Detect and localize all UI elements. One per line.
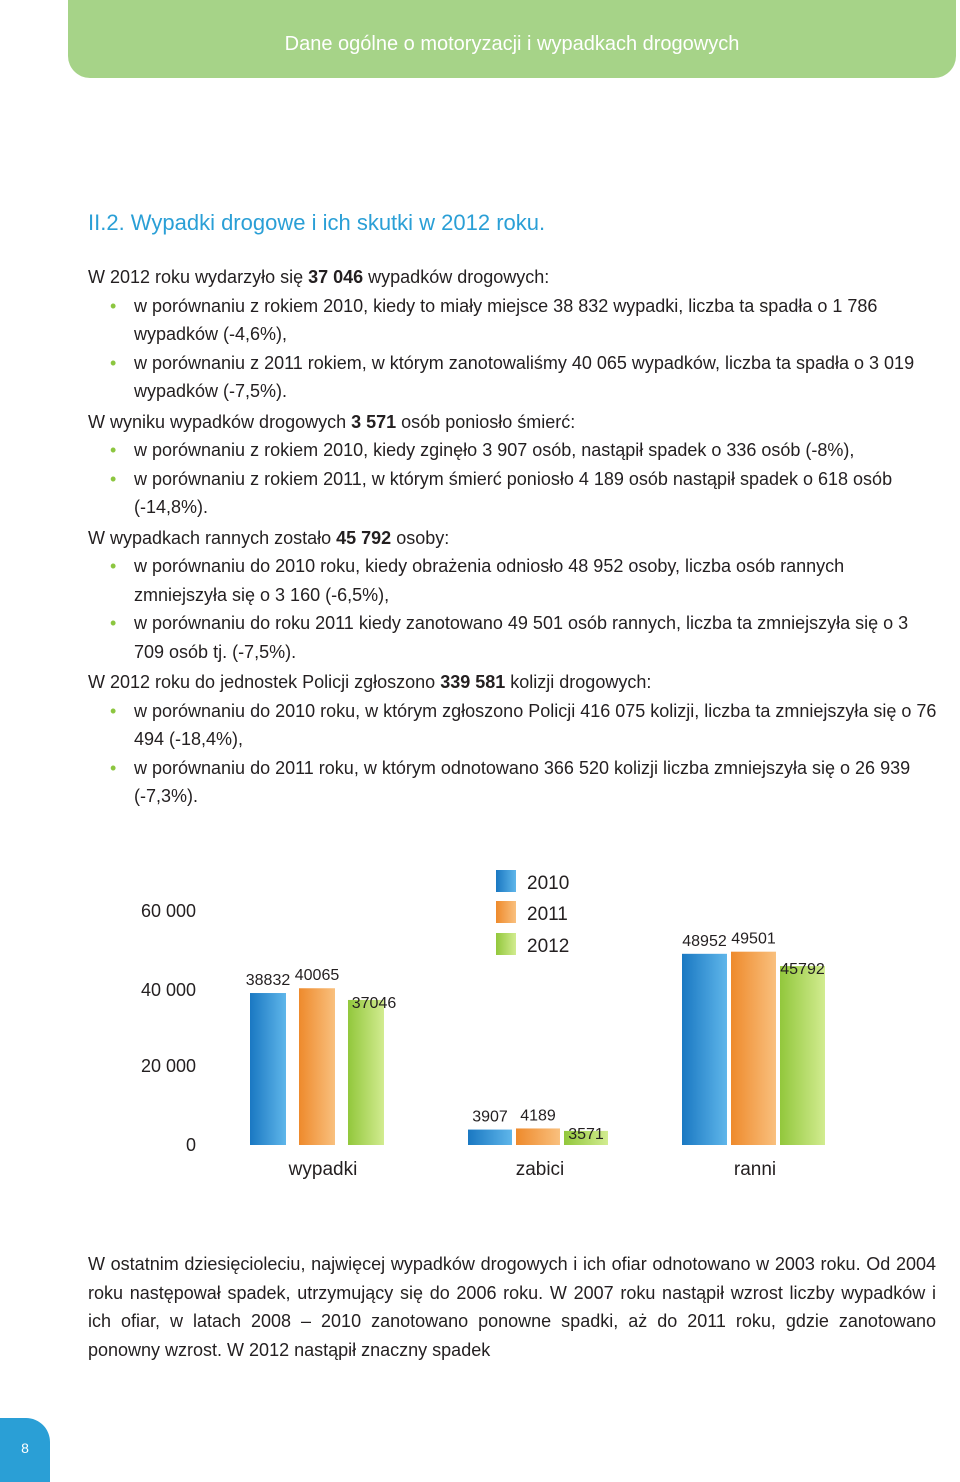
p4-bold: 339 581 xyxy=(440,672,506,692)
bullet-text: w porównaniu do 2011 roku, w którym odnotowano 366 520 kolizji liczba zmniejszyła się o 26 939 (-7,3%). xyxy=(134,757,911,806)
bar-wypadki-2011 xyxy=(299,988,335,1145)
data-label: 38832 xyxy=(245,972,291,990)
bullet-icon: • xyxy=(110,468,117,489)
y-tick-label: 20 000 xyxy=(140,1056,196,1076)
header-title: Dane ogólne o motoryzacji i wypadkach drogowych xyxy=(284,33,740,55)
page-number: 8 xyxy=(21,1440,29,1456)
legend-swatch-2011 xyxy=(496,901,516,923)
data-label: 3571 xyxy=(568,1125,604,1143)
y-tick-label: 60 000 xyxy=(140,901,196,921)
bullet-icon: • xyxy=(110,440,117,460)
data-label: 48952 xyxy=(682,932,727,950)
y-tick-label: 0 xyxy=(185,1135,196,1155)
p3-pre: W wypadkach rannych zostało xyxy=(88,527,337,548)
bar-ranni-2010 xyxy=(682,954,727,1145)
p2-bold: 3 571 xyxy=(351,411,397,432)
p1-post: wypadków drogowych: xyxy=(363,267,550,287)
p2-post: osób poniosło śmierć: xyxy=(396,411,576,432)
legend-swatch-2012 xyxy=(496,933,516,955)
footer-paragraph: W ostatnim dziesięcioleciu, najwięcej wypadków drogowych i ich ofiar odnotowano w 2003 roku. Od 2004 roku następował spadek, utrzymujący się do 2006 roku. W 2007 roku nastąpił wzrost liczby wypadków i ich ofiar, w latach 2008 – 2010 zanotowano ponowne spadki, aż do 2011 roku, gdzie zanotowano ponowny wzrost. W 2012 nastąpił znaczny spadek xyxy=(88,1254,936,1360)
data-label: 40065 xyxy=(294,967,340,985)
bar-wypadki-2012 xyxy=(348,1000,384,1145)
bullet-text: w porównaniu z rokiem 2010, kiedy to miały miejsce 38 832 wypadki, liczba ta spadła o 1 786 wypadków (-4,6%), xyxy=(134,295,878,344)
list-item xyxy=(88,609,938,666)
list-item xyxy=(88,292,938,349)
bullet-text: w porównaniu do roku 2011 kiedy zanotowano 49 501 osób rannych, liczba ta zmniejszyła się o 3 709 osób tj. (-7,5%). xyxy=(134,613,909,662)
list-item xyxy=(88,552,938,609)
header-bar xyxy=(68,0,956,78)
bullet-icon: • xyxy=(110,295,117,316)
bar-zabici-2011 xyxy=(516,1128,560,1145)
paragraph-collisions xyxy=(88,668,938,697)
p1-pre: W 2012 roku wydarzyło się xyxy=(88,267,309,287)
bullet-text: w porównaniu z rokiem 2011, w którym śmierć poniosło 4 189 osób nastąpił spadek o 618 osób (-14,8%). xyxy=(134,468,893,517)
bullet-text: w porównaniu do 2010 roku, kiedy obrażenia odniosło 48 952 osoby, liczba osób rannych zmniejszyła się o 3 160 (-6,5%), xyxy=(134,556,845,605)
bar-chart xyxy=(0,860,960,1220)
bar-ranni-2011 xyxy=(731,952,776,1145)
data-label: 37046 xyxy=(351,994,397,1012)
bullet-text: w porównaniu do 2010 roku, w którym zgłoszono Policji 416 075 kolizji, liczba ta zmniejszyła się o 76 494 (-18,4%), xyxy=(134,700,937,749)
p1-bold: 37 046 xyxy=(308,267,364,287)
legend-label: 2011 xyxy=(527,904,568,925)
x-tick-label: zabici xyxy=(515,1159,565,1180)
data-label: 3907 xyxy=(472,1108,508,1126)
p4-pre: W 2012 roku do jednostek Policji zgłoszono xyxy=(88,672,441,692)
y-tick-label: 40 000 xyxy=(140,980,196,1000)
p4-post: kolizji drogowych: xyxy=(505,672,652,692)
p2-pre: W wyniku wypadków drogowych xyxy=(88,411,352,432)
page-number-badge xyxy=(0,1418,50,1482)
legend-label: 2010 xyxy=(527,873,570,894)
x-tick-label: wypadki xyxy=(288,1159,358,1180)
bullet-text: w porównaniu z 2011 rokiem, w którym zanotowaliśmy 40 065 wypadków, liczba ta spadła o 3 019 wypadków (-7,5%). xyxy=(134,352,915,401)
x-tick-label: ranni xyxy=(733,1159,777,1180)
bullet-text: w porównaniu z rokiem 2010, kiedy zginęło 3 907 osób, nastąpił spadek o 336 osób (-8%), xyxy=(134,440,855,460)
paragraph-accidents xyxy=(88,263,938,292)
legend-swatch-2010 xyxy=(496,870,516,892)
paragraph-deaths xyxy=(88,408,938,437)
section-title: II.2. Wypadki drogowe i ich skutki w 2012 roku. xyxy=(88,210,546,235)
data-label: 49501 xyxy=(731,930,776,948)
p3-bold: 45 792 xyxy=(336,527,392,548)
bullet-icon: • xyxy=(110,352,117,373)
legend-label: 2012 xyxy=(527,936,570,957)
bar-zabici-2010 xyxy=(468,1130,512,1145)
list-item xyxy=(88,349,938,406)
paragraph-injured xyxy=(88,524,938,553)
p3-post: osoby: xyxy=(391,527,450,548)
bar-wypadki-2010 xyxy=(250,993,286,1145)
list-item xyxy=(88,697,938,754)
data-label: 4189 xyxy=(520,1107,556,1125)
list-item xyxy=(88,754,938,811)
bullet-icon: • xyxy=(110,700,117,721)
bullet-icon: • xyxy=(110,613,117,633)
bar-ranni-2012 xyxy=(780,966,825,1145)
body-text xyxy=(88,263,938,811)
data-label: 45792 xyxy=(780,961,825,979)
list-item xyxy=(88,465,938,522)
list-item xyxy=(88,436,938,465)
bullet-icon: • xyxy=(110,757,117,778)
bullet-icon: • xyxy=(110,556,117,576)
